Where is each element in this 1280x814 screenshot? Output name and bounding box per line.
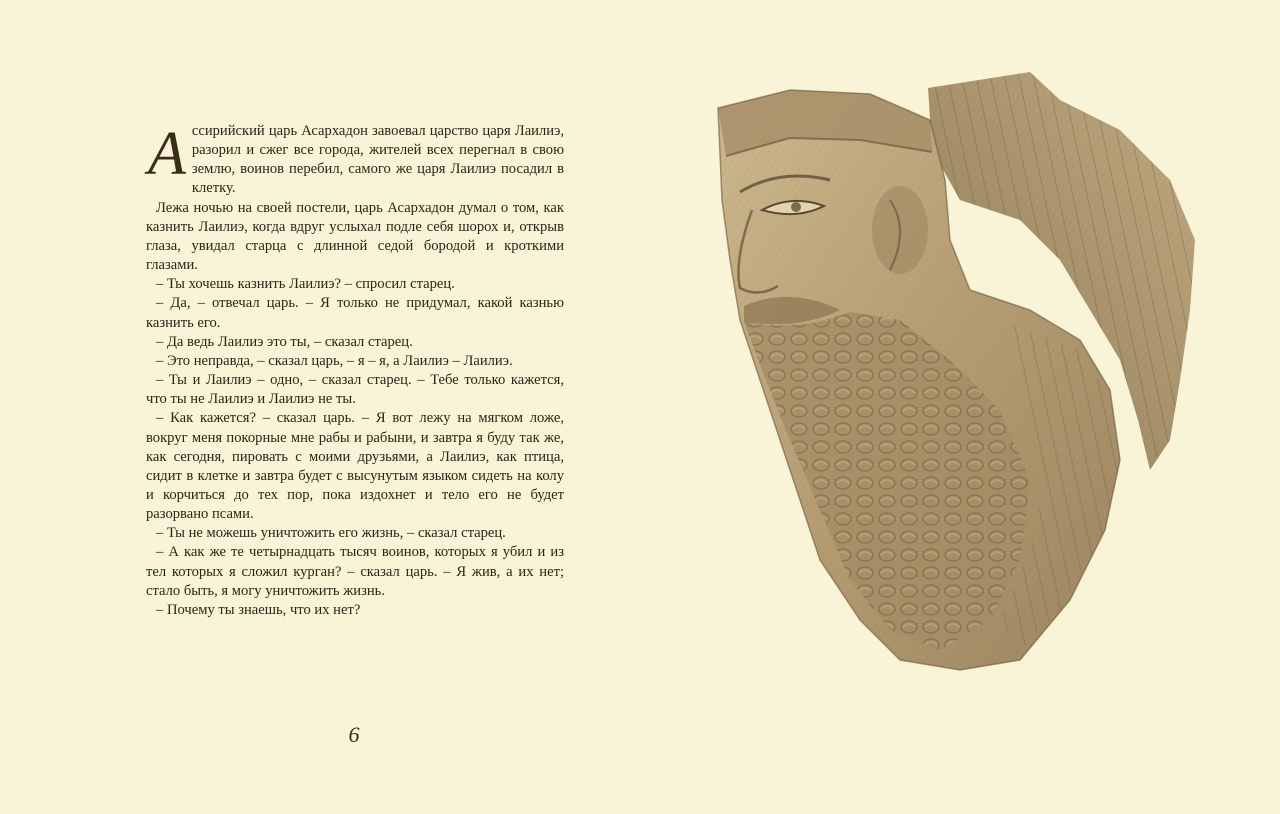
dialogue-line-5: – Ты и Лаилиэ – одно, – сказал старец. – Тебе только кажется, что ты не Лаилиэ и Лаилиэ не ты. [146, 372, 564, 408]
dialogue-line-1: – Ты хочешь казнить Лаилиэ? – спросил старец. [156, 276, 455, 293]
dialogue-line-2: – Да, – отвечал царь. – Я только не придумал, какой казнью казнить его. [146, 295, 564, 331]
relief-drawing [700, 60, 1210, 680]
drop-cap: А [148, 120, 186, 188]
assyrian-king-relief-illustration [700, 60, 1210, 680]
story-paragraph-1 [146, 122, 564, 199]
page-number: 6 [348, 722, 360, 747]
story-paragraph-2: Лежа ночью на своей постели, царь Асархадон думал о том, как казнить Лаилиэ, когда вдруг услыхал подле себя шорох и, открыв глаза, увидал старца с длинной седой бородой и кроткими глазами. [146, 199, 564, 274]
story-text [146, 122, 564, 620]
dialogue-line-7: – Ты не можешь уничтожить его жизнь, – сказал старец. [156, 525, 506, 542]
dialogue-line-6: – Как кажется? – сказал царь. – Я вот лежу на мягком ложе, вокруг меня покорные мне рабы и рабыни, и завтра я буду так же, как сегодня, пировать с моими друзьями, а Лаилиэ, как птица, сидит в клетке и завтра будет с высунутым языком сидеть на колу и корчиться до тех пор, пока издохнет и тело его не будет разорвано псами. [146, 410, 564, 523]
paragraph-text: ссирийский царь Асархадон завоевал царство царя Лаилиэ, разорил и сжег все города, жителей всех перегнал в свою землю, воинов перебил, самого же царя Лаилиэ посадил в клетку. [191, 123, 564, 197]
dialogue-line-3: – Да ведь Лаилиэ это ты, – сказал старец. [156, 333, 413, 350]
dialogue-line-8: – А как же те четырнадцать тысяч воинов, которых я убил и из тел которых я сложил курган? – сказал царь. – Я жив, а их нет; стало быть, я могу уничтожить жизнь. [146, 544, 564, 599]
dialogue-line-9: – Почему ты знаешь, что их нет? [156, 601, 361, 618]
dialogue-line-4: – Это неправда, – сказал царь, – я – я, а Лаилиэ – Лаилиэ. [156, 352, 513, 369]
